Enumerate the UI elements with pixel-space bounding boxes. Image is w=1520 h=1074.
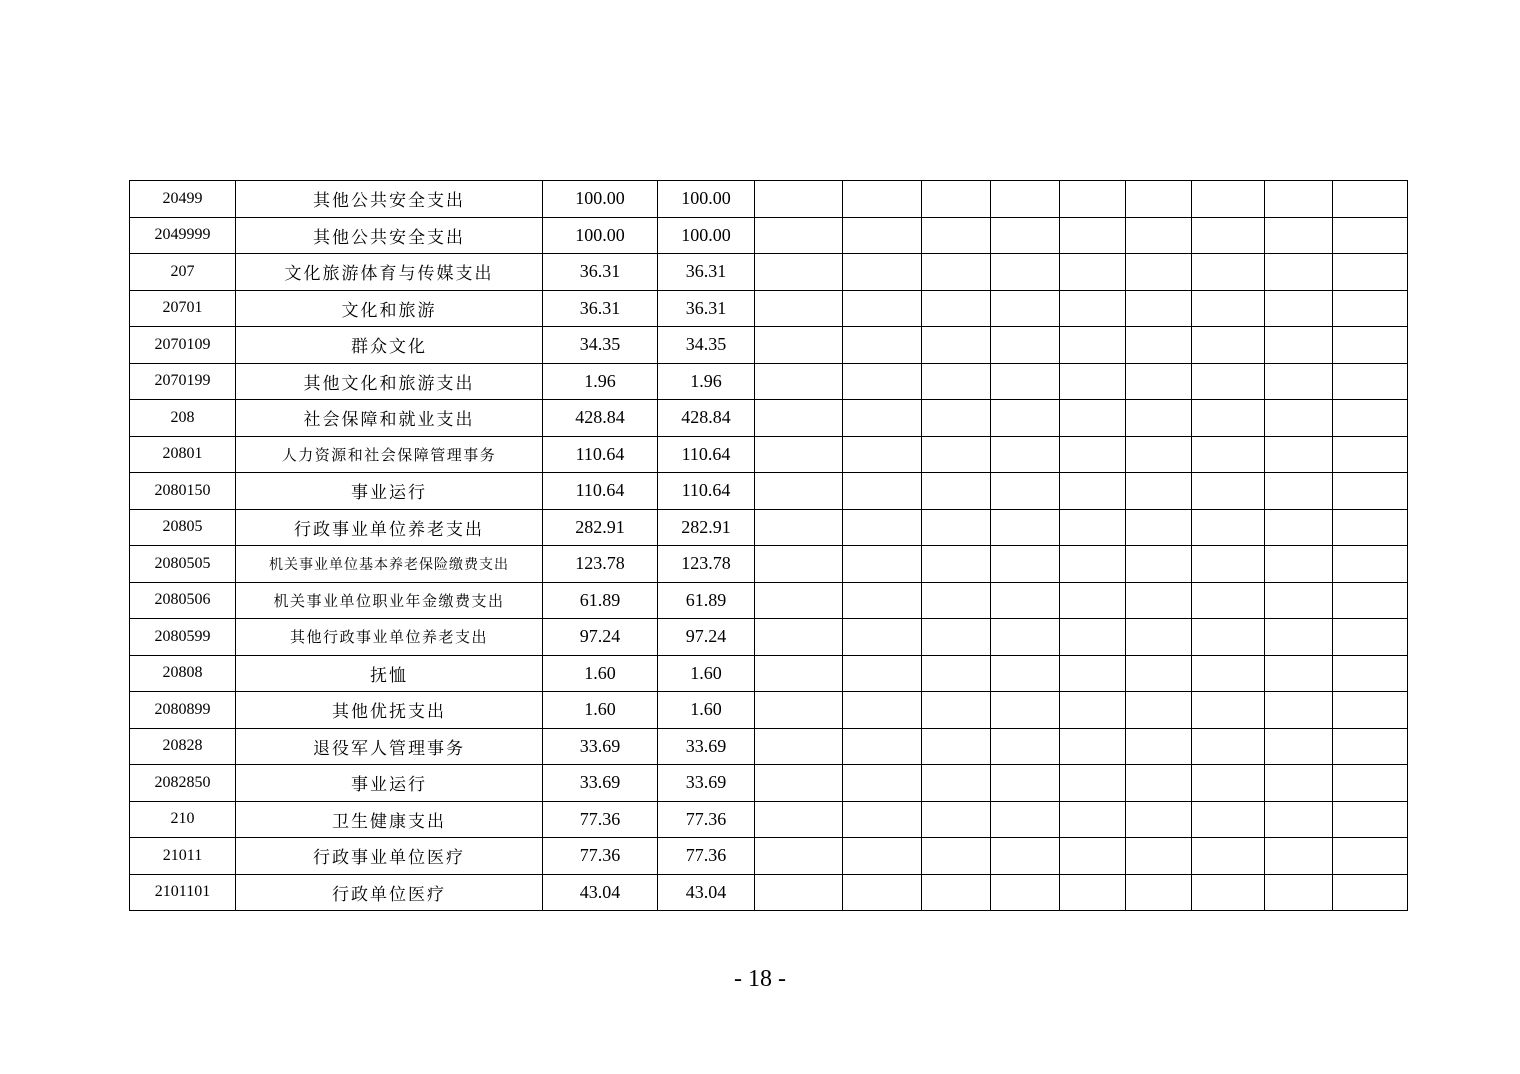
- empty-cell: [755, 181, 843, 218]
- basic-amount-cell: 282.91: [658, 509, 755, 546]
- basic-amount-cell: 34.35: [658, 327, 755, 364]
- table-row: [130, 546, 1408, 583]
- total-amount-cell: 110.64: [543, 473, 658, 510]
- subject-code-cell: 2049999: [130, 217, 236, 254]
- empty-cell: [843, 400, 922, 437]
- empty-cell: [1126, 838, 1192, 875]
- empty-cell: [1265, 181, 1333, 218]
- empty-cell: [1060, 582, 1126, 619]
- empty-cell: [755, 619, 843, 656]
- empty-cell: [1060, 692, 1126, 729]
- empty-cell: [922, 582, 991, 619]
- empty-cell: [1333, 546, 1408, 583]
- empty-cell: [1265, 217, 1333, 254]
- empty-cell: [1333, 692, 1408, 729]
- empty-cell: [1192, 290, 1265, 327]
- empty-cell: [1192, 327, 1265, 364]
- empty-cell: [1333, 217, 1408, 254]
- total-amount-cell: 110.64: [543, 436, 658, 473]
- empty-cell: [1126, 400, 1192, 437]
- empty-cell: [922, 655, 991, 692]
- basic-amount-cell: 428.84: [658, 400, 755, 437]
- empty-cell: [1126, 582, 1192, 619]
- total-amount-cell: 33.69: [543, 765, 658, 802]
- table-row: [130, 582, 1408, 619]
- table-row: [130, 838, 1408, 875]
- empty-cell: [1126, 728, 1192, 765]
- empty-cell: [991, 801, 1060, 838]
- total-amount-cell: 77.36: [543, 801, 658, 838]
- total-amount-cell: 100.00: [543, 217, 658, 254]
- empty-cell: [1060, 436, 1126, 473]
- total-amount-cell: 1.60: [543, 655, 658, 692]
- total-amount-cell: 36.31: [543, 254, 658, 291]
- basic-amount-cell: 33.69: [658, 728, 755, 765]
- empty-cell: [922, 838, 991, 875]
- empty-cell: [1265, 728, 1333, 765]
- basic-amount-cell: 77.36: [658, 838, 755, 875]
- empty-cell: [1333, 363, 1408, 400]
- subject-name-cell: 其他公共安全支出: [236, 217, 543, 254]
- subject-name-cell: 事业运行: [236, 765, 543, 802]
- empty-cell: [1192, 692, 1265, 729]
- basic-amount-cell: 43.04: [658, 874, 755, 911]
- empty-cell: [1192, 801, 1265, 838]
- empty-cell: [922, 436, 991, 473]
- empty-cell: [1126, 619, 1192, 656]
- subject-code-cell: 20805: [130, 509, 236, 546]
- basic-amount-cell: 100.00: [658, 217, 755, 254]
- total-amount-cell: 61.89: [543, 582, 658, 619]
- empty-cell: [1192, 582, 1265, 619]
- table-row: [130, 254, 1408, 291]
- empty-cell: [1060, 254, 1126, 291]
- empty-cell: [755, 254, 843, 291]
- empty-cell: [1265, 692, 1333, 729]
- empty-cell: [1333, 400, 1408, 437]
- empty-cell: [1333, 290, 1408, 327]
- empty-cell: [922, 327, 991, 364]
- empty-cell: [991, 874, 1060, 911]
- empty-cell: [1060, 655, 1126, 692]
- subject-name-cell: 其他公共安全支出: [236, 181, 543, 218]
- subject-code-cell: 2082850: [130, 765, 236, 802]
- empty-cell: [922, 509, 991, 546]
- empty-cell: [991, 546, 1060, 583]
- empty-cell: [1333, 765, 1408, 802]
- empty-cell: [755, 582, 843, 619]
- empty-cell: [1060, 327, 1126, 364]
- empty-cell: [755, 290, 843, 327]
- empty-cell: [922, 619, 991, 656]
- empty-cell: [755, 655, 843, 692]
- table-row: [130, 655, 1408, 692]
- empty-cell: [922, 181, 991, 218]
- empty-cell: [1192, 838, 1265, 875]
- empty-cell: [991, 728, 1060, 765]
- empty-cell: [1265, 400, 1333, 437]
- empty-cell: [1126, 473, 1192, 510]
- empty-cell: [1192, 473, 1265, 510]
- table-row: [130, 509, 1408, 546]
- table-row: [130, 473, 1408, 510]
- page-number: - 18 -: [734, 966, 786, 992]
- total-amount-cell: 1.96: [543, 363, 658, 400]
- empty-cell: [843, 692, 922, 729]
- subject-code-cell: 2070109: [130, 327, 236, 364]
- empty-cell: [843, 217, 922, 254]
- subject-name-cell: 群众文化: [236, 327, 543, 364]
- empty-cell: [1060, 619, 1126, 656]
- empty-cell: [1126, 546, 1192, 583]
- subject-name-cell: 文化旅游体育与传媒支出: [236, 254, 543, 291]
- empty-cell: [1060, 801, 1126, 838]
- empty-cell: [1333, 473, 1408, 510]
- empty-cell: [1060, 509, 1126, 546]
- empty-cell: [1333, 436, 1408, 473]
- empty-cell: [1192, 728, 1265, 765]
- subject-name-cell: 机关事业单位基本养老保险缴费支出: [236, 546, 543, 583]
- empty-cell: [1333, 838, 1408, 875]
- empty-cell: [1333, 728, 1408, 765]
- empty-cell: [755, 363, 843, 400]
- basic-amount-cell: 36.31: [658, 290, 755, 327]
- empty-cell: [843, 838, 922, 875]
- empty-cell: [991, 436, 1060, 473]
- empty-cell: [843, 254, 922, 291]
- table-body: [130, 181, 1408, 911]
- empty-cell: [755, 765, 843, 802]
- empty-cell: [1333, 254, 1408, 291]
- empty-cell: [1192, 655, 1265, 692]
- empty-cell: [1265, 874, 1333, 911]
- subject-name-cell: 其他行政事业单位养老支出: [236, 619, 543, 656]
- subject-code-cell: 2080505: [130, 546, 236, 583]
- empty-cell: [1126, 509, 1192, 546]
- empty-cell: [1333, 509, 1408, 546]
- basic-amount-cell: 77.36: [658, 801, 755, 838]
- basic-amount-cell: 36.31: [658, 254, 755, 291]
- empty-cell: [1060, 290, 1126, 327]
- empty-cell: [1060, 217, 1126, 254]
- subject-name-cell: 社会保障和就业支出: [236, 400, 543, 437]
- subject-code-cell: 207: [130, 254, 236, 291]
- subject-name-cell: 其他优抚支出: [236, 692, 543, 729]
- subject-name-cell: 文化和旅游: [236, 290, 543, 327]
- empty-cell: [1333, 582, 1408, 619]
- empty-cell: [1126, 874, 1192, 911]
- empty-cell: [843, 655, 922, 692]
- subject-code-cell: 2080899: [130, 692, 236, 729]
- table-row: [130, 217, 1408, 254]
- empty-cell: [1126, 363, 1192, 400]
- empty-cell: [1265, 363, 1333, 400]
- empty-cell: [843, 509, 922, 546]
- budget-table: [129, 180, 1408, 911]
- empty-cell: [1265, 838, 1333, 875]
- subject-name-cell: 行政单位医疗: [236, 874, 543, 911]
- empty-cell: [1265, 655, 1333, 692]
- empty-cell: [991, 838, 1060, 875]
- empty-cell: [843, 473, 922, 510]
- empty-cell: [1333, 327, 1408, 364]
- empty-cell: [1265, 765, 1333, 802]
- empty-cell: [1333, 655, 1408, 692]
- basic-amount-cell: 61.89: [658, 582, 755, 619]
- subject-name-cell: 机关事业单位职业年金缴费支出: [236, 582, 543, 619]
- empty-cell: [1126, 692, 1192, 729]
- subject-name-cell: 行政事业单位养老支出: [236, 509, 543, 546]
- empty-cell: [1060, 874, 1126, 911]
- subject-code-cell: 2101101: [130, 874, 236, 911]
- empty-cell: [991, 181, 1060, 218]
- empty-cell: [1265, 290, 1333, 327]
- total-amount-cell: 77.36: [543, 838, 658, 875]
- empty-cell: [843, 874, 922, 911]
- subject-name-cell: 卫生健康支出: [236, 801, 543, 838]
- empty-cell: [1126, 801, 1192, 838]
- empty-cell: [1126, 327, 1192, 364]
- subject-code-cell: 208: [130, 400, 236, 437]
- empty-cell: [755, 692, 843, 729]
- empty-cell: [1060, 400, 1126, 437]
- empty-cell: [843, 363, 922, 400]
- empty-cell: [1265, 509, 1333, 546]
- empty-cell: [843, 765, 922, 802]
- empty-cell: [1060, 363, 1126, 400]
- subject-code-cell: 20701: [130, 290, 236, 327]
- empty-cell: [922, 400, 991, 437]
- empty-cell: [922, 290, 991, 327]
- empty-cell: [755, 327, 843, 364]
- basic-amount-cell: 1.60: [658, 655, 755, 692]
- empty-cell: [1192, 509, 1265, 546]
- total-amount-cell: 34.35: [543, 327, 658, 364]
- empty-cell: [755, 217, 843, 254]
- empty-cell: [991, 692, 1060, 729]
- empty-cell: [755, 801, 843, 838]
- subject-code-cell: 2080506: [130, 582, 236, 619]
- empty-cell: [843, 619, 922, 656]
- empty-cell: [1192, 363, 1265, 400]
- empty-cell: [1192, 400, 1265, 437]
- empty-cell: [1126, 181, 1192, 218]
- empty-cell: [755, 436, 843, 473]
- table-row: [130, 436, 1408, 473]
- subject-name-cell: 退役军人管理事务: [236, 728, 543, 765]
- empty-cell: [1265, 436, 1333, 473]
- table-row: [130, 874, 1408, 911]
- empty-cell: [922, 692, 991, 729]
- table-row: [130, 363, 1408, 400]
- subject-code-cell: 2080150: [130, 473, 236, 510]
- basic-amount-cell: 110.64: [658, 473, 755, 510]
- table-row: [130, 619, 1408, 656]
- subject-code-cell: 21011: [130, 838, 236, 875]
- empty-cell: [991, 290, 1060, 327]
- subject-name-cell: 行政事业单位医疗: [236, 838, 543, 875]
- empty-cell: [1060, 546, 1126, 583]
- empty-cell: [1126, 436, 1192, 473]
- basic-amount-cell: 110.64: [658, 436, 755, 473]
- table-row: [130, 327, 1408, 364]
- empty-cell: [1333, 619, 1408, 656]
- empty-cell: [1265, 546, 1333, 583]
- table-row: [130, 692, 1408, 729]
- empty-cell: [1126, 655, 1192, 692]
- empty-cell: [1265, 582, 1333, 619]
- empty-cell: [1192, 436, 1265, 473]
- empty-cell: [991, 509, 1060, 546]
- total-amount-cell: 100.00: [543, 181, 658, 218]
- empty-cell: [991, 765, 1060, 802]
- empty-cell: [991, 655, 1060, 692]
- subject-name-cell: 抚恤: [236, 655, 543, 692]
- empty-cell: [843, 436, 922, 473]
- basic-amount-cell: 123.78: [658, 546, 755, 583]
- empty-cell: [1126, 254, 1192, 291]
- empty-cell: [1060, 838, 1126, 875]
- empty-cell: [922, 765, 991, 802]
- total-amount-cell: 123.78: [543, 546, 658, 583]
- subject-name-cell: 事业运行: [236, 473, 543, 510]
- empty-cell: [1333, 801, 1408, 838]
- table-row: [130, 765, 1408, 802]
- empty-cell: [1333, 181, 1408, 218]
- empty-cell: [755, 400, 843, 437]
- empty-cell: [755, 728, 843, 765]
- empty-cell: [991, 473, 1060, 510]
- empty-cell: [1192, 181, 1265, 218]
- empty-cell: [1126, 765, 1192, 802]
- empty-cell: [991, 363, 1060, 400]
- empty-cell: [843, 290, 922, 327]
- subject-code-cell: 20808: [130, 655, 236, 692]
- table-row: [130, 290, 1408, 327]
- empty-cell: [1192, 765, 1265, 802]
- empty-cell: [1265, 801, 1333, 838]
- empty-cell: [922, 728, 991, 765]
- empty-cell: [1265, 254, 1333, 291]
- total-amount-cell: 97.24: [543, 619, 658, 656]
- empty-cell: [922, 217, 991, 254]
- empty-cell: [755, 546, 843, 583]
- subject-name-cell: 人力资源和社会保障管理事务: [236, 436, 543, 473]
- basic-amount-cell: 33.69: [658, 765, 755, 802]
- table-row: [130, 181, 1408, 218]
- empty-cell: [1126, 217, 1192, 254]
- empty-cell: [1060, 473, 1126, 510]
- empty-cell: [755, 874, 843, 911]
- subject-code-cell: 2070199: [130, 363, 236, 400]
- empty-cell: [1192, 217, 1265, 254]
- total-amount-cell: 1.60: [543, 692, 658, 729]
- empty-cell: [1060, 181, 1126, 218]
- empty-cell: [843, 327, 922, 364]
- empty-cell: [1126, 290, 1192, 327]
- empty-cell: [922, 473, 991, 510]
- empty-cell: [843, 181, 922, 218]
- subject-code-cell: 20801: [130, 436, 236, 473]
- empty-cell: [1192, 874, 1265, 911]
- subject-code-cell: 210: [130, 801, 236, 838]
- empty-cell: [991, 254, 1060, 291]
- table-row: [130, 728, 1408, 765]
- empty-cell: [1265, 473, 1333, 510]
- empty-cell: [991, 400, 1060, 437]
- empty-cell: [1192, 546, 1265, 583]
- empty-cell: [1333, 874, 1408, 911]
- empty-cell: [1265, 619, 1333, 656]
- total-amount-cell: 428.84: [543, 400, 658, 437]
- empty-cell: [1060, 765, 1126, 802]
- subject-code-cell: 2080599: [130, 619, 236, 656]
- empty-cell: [1265, 327, 1333, 364]
- empty-cell: [755, 473, 843, 510]
- empty-cell: [843, 582, 922, 619]
- empty-cell: [1192, 619, 1265, 656]
- empty-cell: [922, 801, 991, 838]
- empty-cell: [922, 254, 991, 291]
- subject-code-cell: 20828: [130, 728, 236, 765]
- empty-cell: [991, 327, 1060, 364]
- subject-name-cell: 其他文化和旅游支出: [236, 363, 543, 400]
- empty-cell: [843, 546, 922, 583]
- basic-amount-cell: 97.24: [658, 619, 755, 656]
- empty-cell: [755, 838, 843, 875]
- empty-cell: [843, 801, 922, 838]
- table-row: [130, 801, 1408, 838]
- empty-cell: [1060, 728, 1126, 765]
- table-row: [130, 400, 1408, 437]
- empty-cell: [991, 582, 1060, 619]
- empty-cell: [991, 217, 1060, 254]
- total-amount-cell: 43.04: [543, 874, 658, 911]
- empty-cell: [991, 619, 1060, 656]
- basic-amount-cell: 1.96: [658, 363, 755, 400]
- empty-cell: [922, 363, 991, 400]
- empty-cell: [1192, 254, 1265, 291]
- basic-amount-cell: 100.00: [658, 181, 755, 218]
- total-amount-cell: 282.91: [543, 509, 658, 546]
- basic-amount-cell: 1.60: [658, 692, 755, 729]
- empty-cell: [843, 728, 922, 765]
- total-amount-cell: 33.69: [543, 728, 658, 765]
- subject-code-cell: 20499: [130, 181, 236, 218]
- empty-cell: [922, 546, 991, 583]
- empty-cell: [922, 874, 991, 911]
- total-amount-cell: 36.31: [543, 290, 658, 327]
- empty-cell: [755, 509, 843, 546]
